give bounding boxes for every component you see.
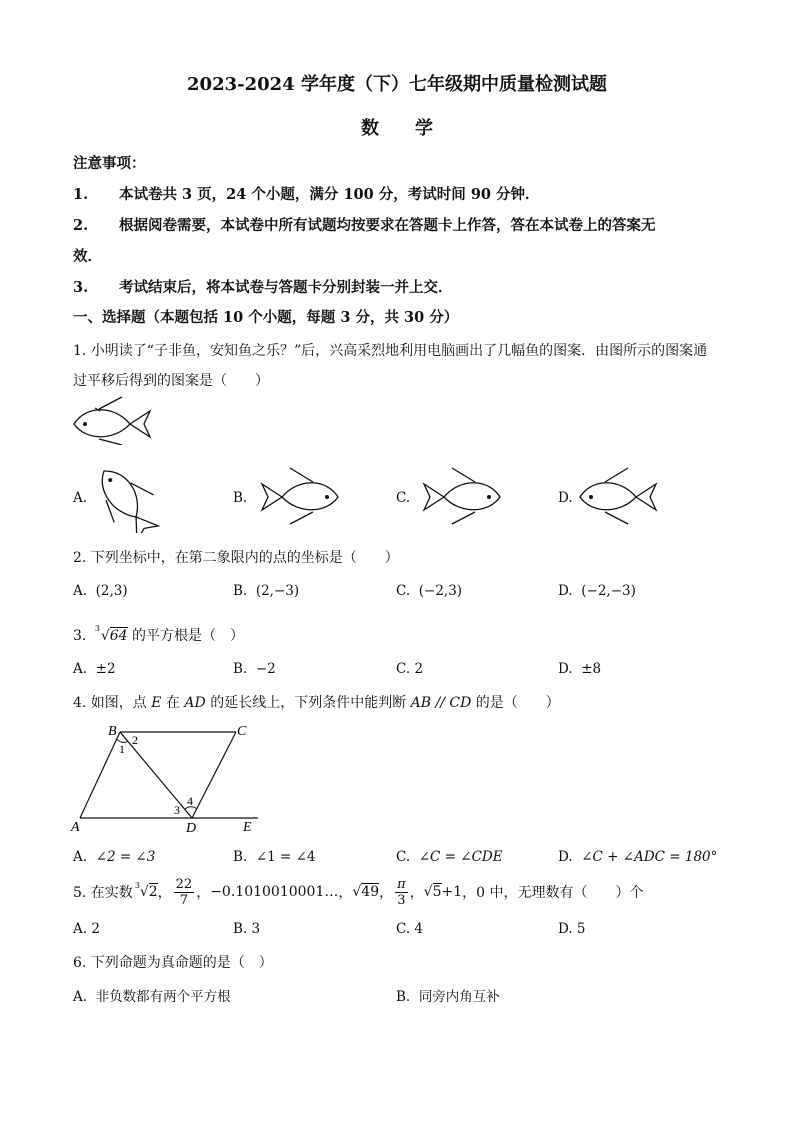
fraction-pi-3: [395, 877, 408, 908]
exam-title: 2023-2024 学年度（下）七年级期中质量检测试题: [187, 74, 607, 95]
q4-stem-part: 的是（ ）: [471, 695, 560, 711]
label-c: C: [237, 724, 247, 739]
q6-option-b[interactable]: [396, 985, 500, 1005]
option-value: ∠C = ∠CDE: [418, 849, 503, 865]
label-e: E: [243, 820, 252, 835]
q5-option-a[interactable]: A. 2: [73, 921, 100, 937]
option-label: A.: [73, 849, 88, 865]
note-number: 2.: [73, 217, 89, 234]
option-label: D.: [558, 849, 573, 865]
q4-option-b[interactable]: [233, 849, 316, 865]
option-value: (−2,3): [418, 583, 463, 599]
q2-option-b[interactable]: [233, 583, 299, 599]
option-value: 2: [414, 661, 424, 677]
note-number: 3.: [73, 279, 89, 296]
fraction-numerator: 22: [175, 876, 193, 892]
q4-option-a[interactable]: [73, 849, 155, 865]
q4-stem-part: 的延长线上，下列条件中能判断: [205, 695, 411, 711]
option-value: 同旁内角互补: [418, 989, 500, 1005]
q1-option-a-fish[interactable]: [88, 458, 168, 533]
q3-number: 3.: [73, 628, 87, 644]
sqrt-49: √49: [352, 884, 380, 900]
q4-point-e: E: [151, 695, 162, 711]
note-item-2: [73, 214, 656, 235]
option-label: C.: [396, 661, 411, 677]
option-label: B.: [396, 989, 411, 1005]
q5-prefix: 5. 在实数: [73, 885, 133, 901]
option-label: D.: [558, 583, 573, 599]
subject-title: 数 学: [361, 118, 433, 139]
q5-option-b[interactable]: B. 3: [233, 921, 261, 937]
q1-option-c-fish[interactable]: [414, 466, 504, 526]
option-label: B.: [233, 849, 248, 865]
option-label: B.: [233, 583, 248, 599]
label-a: A: [71, 820, 80, 835]
q4-option-d[interactable]: [558, 849, 717, 865]
radicand: 64: [109, 628, 128, 644]
label-b: B: [108, 724, 117, 739]
note-item-3: [73, 276, 453, 297]
option-label: B.: [233, 661, 248, 677]
label-d: D: [186, 821, 197, 836]
note-item-2-cont: 效．: [73, 248, 102, 265]
note-item-1: [73, 183, 540, 204]
option-value: (2,−3): [255, 583, 300, 599]
angle-1-label: 1: [119, 742, 125, 756]
option-value: (−2,−3): [581, 583, 636, 599]
sqrt-5-plus-1: √5+1: [423, 884, 463, 900]
q1-option-d-fish[interactable]: [576, 466, 666, 526]
q1-option-b-label[interactable]: B.: [233, 490, 248, 506]
option-value: −2: [255, 661, 276, 677]
q4-geometry-figure: [68, 718, 268, 838]
q5-stem-tail: 0 中，无理数有（ ）个: [476, 885, 644, 901]
q2-option-d[interactable]: [558, 583, 636, 599]
option-value: ∠2 = ∠3: [95, 849, 156, 865]
option-value: (2,3): [95, 583, 128, 599]
plus-one: +1: [441, 884, 463, 900]
fraction-denominator: 3: [397, 892, 406, 908]
option-value: ±2: [95, 661, 116, 677]
section-heading: 一、选择题（本题包括 10 个小题，每题 3 分，共 30 分）: [73, 309, 459, 326]
q3-stem-tail: 的平方根是（ ）: [132, 628, 245, 644]
option-value: ∠C + ∠ADC = 180°: [581, 849, 718, 865]
option-label: A.: [73, 661, 88, 677]
note-text: 根据阅卷需要，本试卷中所有试题均按要求在答题卡上作答，答在本试卷上的答案无: [119, 217, 656, 234]
radicand: 5: [432, 884, 442, 900]
radicand: 49: [361, 884, 380, 900]
q3-stem: [73, 625, 244, 645]
angle-2-label: 2: [132, 733, 138, 747]
option-label: C.: [396, 849, 411, 865]
angle-4-label: 4: [187, 794, 193, 808]
option-value: 非负数都有两个平方根: [95, 989, 231, 1005]
option-label: C.: [396, 583, 411, 599]
q4-parallel: AB // CD: [410, 695, 472, 711]
fraction-denominator: 7: [179, 892, 189, 908]
q4-line-ad: AD: [184, 695, 206, 711]
q3-option-c[interactable]: [396, 661, 423, 677]
angle-3-label: 3: [174, 803, 180, 817]
cube-root-64: 3 √64: [94, 624, 128, 644]
q1-option-d-label[interactable]: D.: [558, 490, 573, 506]
fish-original-figure: [70, 395, 160, 445]
q1-option-a-label[interactable]: A.: [73, 490, 88, 506]
fraction-22-7: [174, 877, 195, 908]
q1-stem-line1: 1. 小明读了“子非鱼，安知鱼之乐？”后，兴高采烈地利用电脑画出了几幅鱼的图案．由图所示的图案通: [73, 343, 708, 359]
q2-option-c[interactable]: [396, 583, 462, 599]
q1-stem-line2: 过平移后得到的图案是（ ）: [73, 373, 269, 389]
q3-option-d[interactable]: [558, 661, 601, 677]
notes-heading: 注意事项：: [73, 155, 146, 172]
q5-stem: 5. 在实数 3 √2 ， $\frac{22}{7}$ ， −0.1010010001… ， √49 ， $\frac{\pi}{3}$ ， √5+1 ， 0 中，无理数有（ ）个: [73, 876, 644, 908]
q2-option-a[interactable]: [73, 583, 128, 599]
q6-option-a[interactable]: [73, 985, 231, 1005]
q3-option-a[interactable]: [73, 661, 116, 677]
note-number: 1.: [73, 186, 89, 203]
note-text: 考试结束后，将本试卷与答题卡分别封装一并上交．: [119, 279, 453, 296]
option-label: D.: [558, 661, 573, 677]
note-text: 本试卷共 3 页，24 个小题，满分 100 分，考试时间 90 分钟．: [119, 186, 540, 203]
q2-stem: 2. 下列坐标中，在第二象限内的点的坐标是（ ）: [73, 550, 399, 566]
q1-option-c-label[interactable]: C.: [396, 490, 411, 506]
q5-option-d[interactable]: D. 5: [558, 921, 586, 937]
q1-option-b-fish[interactable]: [252, 466, 342, 526]
q3-option-b[interactable]: [233, 661, 276, 677]
option-value: ±8: [581, 661, 602, 677]
q4-stem-part: 4. 如图，点: [73, 695, 152, 711]
option-label: A.: [73, 989, 88, 1005]
q4-option-c[interactable]: [396, 849, 503, 865]
option-value: ∠1 = ∠4: [255, 849, 316, 865]
root-index: 3: [94, 624, 100, 633]
fraction-numerator: π: [397, 876, 406, 892]
cube-root-2: 3 √2: [134, 881, 158, 900]
decimal-value: −0.1010010001…: [210, 884, 339, 900]
q4-stem: [73, 692, 560, 712]
option-label: A.: [73, 583, 88, 599]
q5-option-c[interactable]: C. 4: [396, 921, 424, 937]
q6-stem: 6. 下列命题为真命题的是（ ）: [73, 955, 273, 971]
q4-stem-part: 在: [161, 695, 185, 711]
